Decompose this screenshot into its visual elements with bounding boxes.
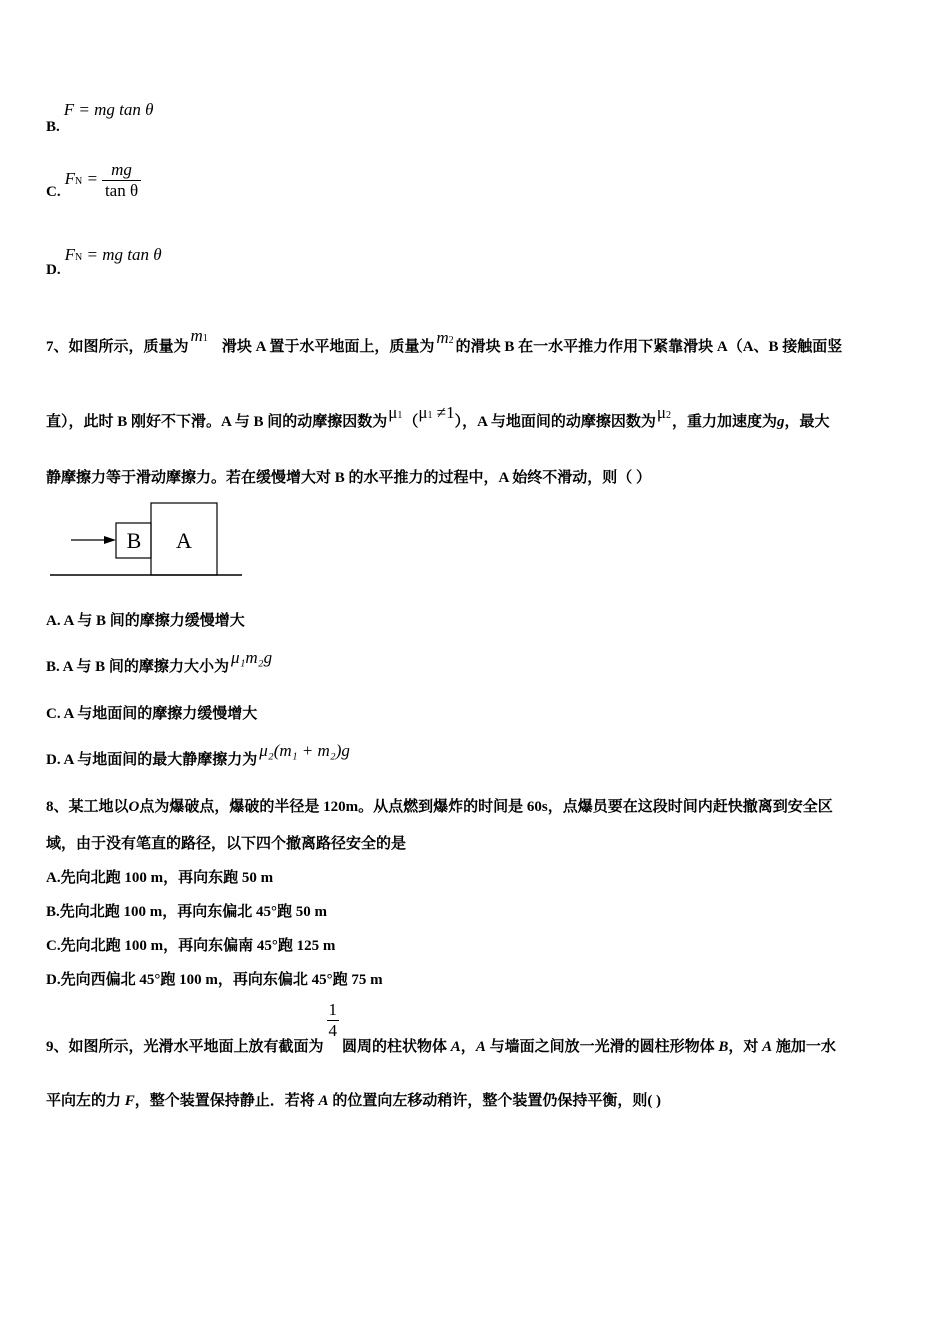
q7-option-d-formula: μ₂(m₁ + m₂)g	[259, 741, 350, 760]
q7-option-b-formula: μ₁m₂g	[230, 648, 273, 667]
q8-option-b: B.先向北跑 100 m，再向东偏北 45°跑 50 m	[46, 904, 327, 920]
q7-option-c: C. A 与地面间的摩擦力缓慢增大	[46, 706, 258, 722]
q7-option-d: D. A 与地面间的最大静摩擦力为 μ₂(m₁ + m₂)g	[46, 741, 350, 768]
option-c-prev: C. FN = $\frac{mg}{\text{tan θ}}$	[46, 160, 141, 201]
formula-c-fraction: $\frac{mg}{\text{tan θ}}$	[102, 160, 141, 201]
option-b-prev: B. F = mg tan θ	[46, 100, 154, 135]
push-arrow-head	[104, 536, 116, 544]
q7-line-1: 7、如图所示，质量为m1滑块 A 置于水平地面上，质量为 m2 的滑块 B 在一水平推力作用下紧靠滑块 A（A、B 接触面竖	[46, 326, 843, 355]
q7-line-2: 直），此时 B 刚好不下滑。A 与 B 间的动摩擦因数为μ1（μ1 ≠1），A 与地面间的动摩擦因数为μ2，重力加速度为g，最大	[46, 403, 830, 430]
q8-line-2: 域，由于没有笔直的路径，以下四个撤离路径安全的是	[46, 836, 407, 852]
q9-line-2: 平向左的力 F，整个装置保持静止．若将 A 的位置向左移动稍许，整个装置仍保持平衡，则( )	[46, 1093, 662, 1109]
q9-line-1: 9、如图所示，光滑水平地面上放有截面为 $\frac{1}{4}$ 圆周的柱状物体 A，A 与墙面之间放一光滑的圆柱形物体 B，对 A 施加一水	[46, 1000, 836, 1055]
q8-option-a: A.先向北跑 100 m，再向东跑 50 m	[46, 870, 274, 886]
q7-line-3: 静摩擦力等于滑动摩擦力。若在缓慢增大对 B 的水平推力的过程中，A 始终不滑动，则（ ）	[46, 470, 652, 486]
formula-b: F = mg tan θ	[63, 100, 154, 119]
q7-diagram	[46, 498, 246, 582]
q8-option-c: C.先向北跑 100 m，再向东偏南 45°跑 125 m	[46, 938, 336, 954]
option-d-prev: D. FN = mg tan θ	[46, 245, 162, 278]
q8-option-d: D.先向西偏北 45°跑 100 m，再向东偏北 45°跑 75 m	[46, 972, 383, 988]
q8-line-1: 8、某工地以O点为爆破点，爆破的半径是 120m。从点燃到爆炸的时间是 60s，点爆员要在这段时间内赶快撤离到安全区	[46, 799, 833, 815]
q7-option-a: A. A 与 B 间的摩擦力缓慢增大	[46, 613, 245, 629]
q9-fraction: $\frac{1}{4}$	[328, 1000, 338, 1040]
q7-option-b: B. A 与 B 间的摩擦力大小为 μ₁m₂g	[46, 648, 273, 675]
formula-c-lhs: FN =	[64, 169, 98, 189]
block-b-label: B	[126, 528, 142, 553]
block-a-label: A	[176, 528, 192, 553]
formula-d: FN = mg tan θ	[64, 245, 162, 264]
